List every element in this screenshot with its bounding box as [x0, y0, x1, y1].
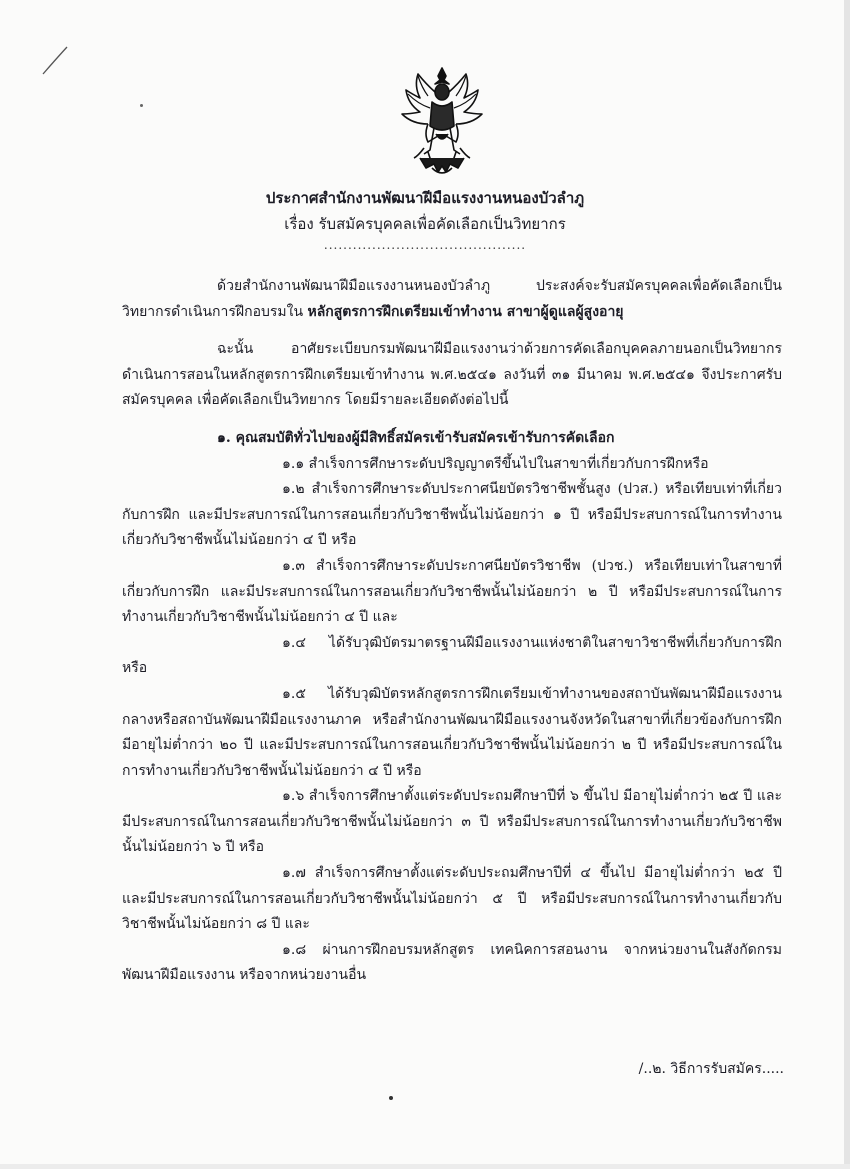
- course-name: หลักสูตรการฝึกเตรียมเข้าทำงาน สาขาผู้ดูแลผู้สูงอายุ: [307, 303, 624, 320]
- continuation-note: /..๒. วิธีการรับสมัคร.....: [638, 1061, 784, 1077]
- scan-speck: [140, 104, 143, 107]
- intro-paragraph: [122, 274, 782, 325]
- list-item: ๑.๔ ได้รับวุฒิบัตรมาตรฐานฝีมือแรงงานแห่งชาติในสาขาวิชาชีพที่เกี่ยวกับการฝึก หรือ: [122, 634, 782, 677]
- scan-speck: [389, 1096, 393, 1100]
- page-edge-shadow-bottom: [0, 1164, 850, 1169]
- list-item: ๑.๒ สำเร็จการศึกษาระดับประกาศนียบัตรวิชาชีพชั้นสูง (ปวส.) หรือเทียบเท่าที่เกี่ยวกับการฝึก และมีประสบการณ์ในการสอนเกี่ยวกับวิชาชีพนั้นไม่น้อยกว่า ๑ ปี หรือมีประสบการณ์ในการทำงานเกี่ยวกับวิชาชีพนั้นไม่น้อยกว่า ๔ ปี หรือ: [122, 481, 782, 549]
- page-edge-shadow: [844, 0, 850, 1169]
- announcement-title: ประกาศสำนักงานพัฒนาฝีมือแรงงานหนองบัวลำภู: [265, 189, 585, 207]
- list-item: ๑.๕ ได้รับวุฒิบัตรหลักสูตรการฝึกเตรียมเข้าทำงานของสถาบันพัฒนาฝีมือแรงงานกลางหรือสถาบันพัฒนาฝีมือแรงงานภาค หรือสำนักงานพัฒนาฝีมือแรงงานจังหวัดในสาขาที่เกี่ยวข้องกับการฝึก มีอายุไม่ต่ำกว่า ๒๐ ปี และมีประสบการณ์ในการสอนเกี่ยวกับวิชาชีพนั้นไม่น้อยกว่า ๒ ปี หรือมีประสบการณ์ในการทำงานเกี่ยวกับวิชาชีพนั้นไม่น้อยกว่า ๔ ปี หรือ: [122, 685, 782, 779]
- pen-mark-icon: [40, 45, 70, 77]
- section-1-heading: ๑. คุณสมบัติทั่วไปของผู้มีสิทธิ์สมัครเข้ารับสมัครเข้ารับการคัดเลือก: [217, 429, 615, 446]
- regulation-paragraph: ฉะนั้น อาศัยระเบียบกรมพัฒนาฝีมือแรงงานว่าด้วยการคัดเลือกบุคคลภายนอกเป็นวิทยากรดำเนินการสอนในหลักสูตรการฝึกเตรียมเข้าทำงาน พ.ศ.๒๕๔๑ ลงวันที่ ๓๑ มีนาคม พ.ศ.๒๕๔๑ จึงประกาศรับสมัครบุคคล เพื่อคัดเลือกเป็นวิทยากร โดยมีรายละเอียดดังต่อไปนี้: [122, 341, 782, 409]
- list-item: ๑.๗ สำเร็จการศึกษาตั้งแต่ระดับประถมศึกษาปีที่ ๔ ขึ้นไป มีอายุไม่ต่ำกว่า ๒๕ ปี และมีประสบการณ์ในการสอนเกี่ยวกับวิชาชีพนั้นไม่น้อยกว่า ๕ ปี หรือมีประสบการณ์ในการทำงานเกี่ยวกับวิชาชีพนั้นไม่น้อยกว่า ๘ ปี และ: [122, 865, 782, 933]
- title-divider: ..........................................: [323, 238, 527, 252]
- list-item: ๑.๑ สำเร็จการศึกษาระดับปริญญาตรีขึ้นไปในสาขาที่เกี่ยวกับการฝึกหรือ: [282, 455, 709, 472]
- announcement-body: [122, 274, 782, 989]
- announcement-subject: เรื่อง รับสมัครบุคคลเพื่อคัดเลือกเป็นวิทยากร: [284, 215, 566, 233]
- list-item: ๑.๖ สำเร็จการศึกษาตั้งแต่ระดับประถมศึกษาปีที่ ๖ ขึ้นไป มีอายุไม่ต่ำกว่า ๒๕ ปี และมีประสบการณ์ในการสอนเกี่ยวกับวิชาชีพนั้นไม่น้อยกว่า ๓ ปี หรือมีประสบการณ์ในการทำงานเกี่ยวกับวิชาชีพนั้นไม่น้อยกว่า ๖ ปี หรือ: [122, 788, 782, 856]
- garuda-emblem-icon: [398, 64, 486, 180]
- intro-text: ด้วยสำนักงานพัฒนาฝีมือแรงงานหนองบัวลำภู ประสงค์จะรับสมัครบุคคลเพื่อคัดเลือกเป็นวิทยากรดำเนินการฝึกอบรมใน: [122, 278, 782, 320]
- list-item: ๑.๓ สำเร็จการศึกษาระดับประกาศนียบัตรวิชาชีพ (ปวช.) หรือเทียบเท่าในสาขาที่เกี่ยวกับการฝึก และมีประสบการณ์ในการสอนเกี่ยวกับวิชาชีพนั้นไม่น้อยกว่า ๒ ปี หรือมีประสบการณ์ในการทำงานเกี่ยวกับวิชาชีพนั้นไม่น้อยกว่า ๔ ปี และ: [122, 557, 782, 626]
- list-item: ๑.๘ ผ่านการฝึกอบรมหลักสูตร เทคนิคการสอนงาน จากหน่วยงานในสังกัดกรมพัฒนาฝีมือแรงงาน หรือจากหน่วยงานอื่น: [122, 941, 782, 984]
